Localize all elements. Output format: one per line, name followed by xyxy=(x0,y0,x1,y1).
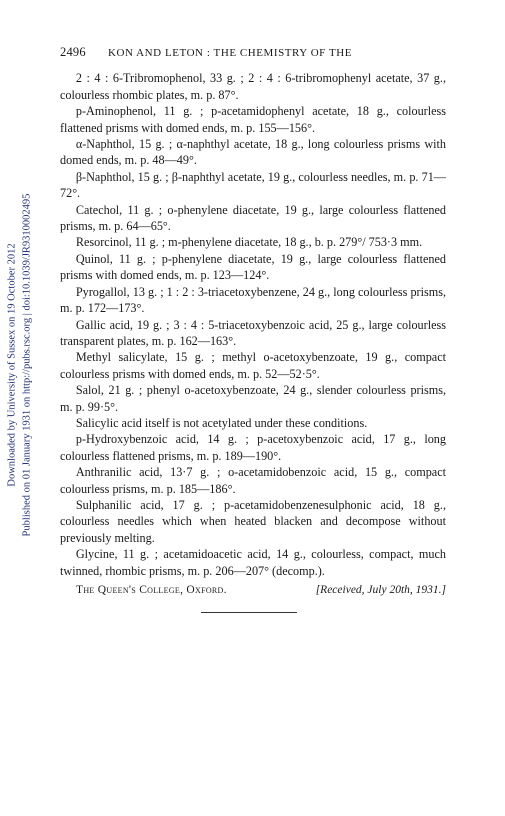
entry-tribromophenol: 2 : 4 : 6-Tribromophenol, 33 g. ; 2 : 4 : 6-tribromophenyl acetate, 37 g., colourless rhombic plates, m. p. 87°. xyxy=(60,71,446,102)
entry-sulphanilic-acid: Sulphanilic acid, 17 g. ; p-acetamidobenzenesulphonic acid, 18 g., colourless needles which when heated blacken and decompose without previously melting. xyxy=(60,497,446,545)
page-number: 2496 xyxy=(60,45,86,59)
provenance-sidebar xyxy=(0,150,40,580)
end-rule xyxy=(201,612,297,613)
download-notice: Downloaded by University of Sussex on 19 October 2012 xyxy=(6,243,18,487)
entry-resorcinol: Resorcinol, 11 g. ; m-phenylene diacetate, 18 g., b. p. 279°/ 753·3 mm. xyxy=(75,235,423,250)
entry-list xyxy=(60,70,446,579)
entry-anthranilic-acid: Anthranilic acid, 13·7 g. ; o-acetamidobenzoic acid, 15 g., compact colourless prisms, m. p. 185—186°. xyxy=(60,465,446,496)
entry-hydroxybenzoic-acid: p-Hydroxybenzoic acid, 14 g. ; p-acetoxybenzoic acid, 17 g., long colourless flattened prisms, m. p. 189—190°. xyxy=(60,432,446,463)
entry-aminophenol: p-Aminophenol, 11 g. ; p-acetamidophenyl acetate, 18 g., colourless flattened prisms with domed ends, m. p. 155—156°. xyxy=(60,104,446,135)
entry-methyl-salicylate: Methyl salicylate, 15 g. ; methyl o-acetoxybenzoate, 19 g., compact colourless prisms with domed ends, m. p. 52—52·5°. xyxy=(60,350,446,381)
entry-salicylic-acid-note: Salicylic acid itself is not acetylated under these conditions. xyxy=(75,415,368,430)
page-body xyxy=(60,44,446,613)
affiliation: The Queen's College, Oxford. xyxy=(76,584,227,596)
running-header xyxy=(60,44,446,61)
entry-alpha-naphthol: α-Naphthol, 15 g. ; α-naphthyl acetate, 18 g., long colourless prisms with domed ends, m. p. 48—49°. xyxy=(60,137,446,168)
received-date: [Received, July 20th, 1931.] xyxy=(315,584,446,596)
article-footer xyxy=(60,582,446,598)
entry-beta-naphthol: β-Naphthol, 15 g. ; β-naphthyl acetate, 19 g., colourless needles, m. p. 71—72°. xyxy=(60,169,446,201)
running-title: KON AND LETON : THE CHEMISTRY OF THE xyxy=(108,47,352,59)
publication-notice: Published on 01 January 1931 on http://pubs.rsc.org | doi:10.1039/JR9310002495 xyxy=(21,193,33,537)
entry-catechol: Catechol, 11 g. ; o-phenylene diacetate, 19 g., large colourless flattened prisms, m. p. 64—65°. xyxy=(60,202,446,234)
entry-salol: Salol, 21 g. ; phenyl o-acetoxybenzoate, 24 g., slender colourless prisms, m. p. 99·5°. xyxy=(60,383,446,414)
entry-quinol: Quinol, 11 g. ; p-phenylene diacetate, 19 g., large colourless flattened prisms with domed ends, m. p. 123—124°. xyxy=(60,251,446,283)
entry-gallic-acid: Gallic acid, 19 g. ; 3 : 4 : 5-triacetoxybenzoic acid, 25 g., large colourless transparent plates, m. p. 162—163°. xyxy=(60,317,446,348)
entry-pyrogallol: Pyrogallol, 13 g. ; 1 : 2 : 3-triacetoxybenzene, 24 g., long colourless prisms, m. p. 172—173°. xyxy=(60,284,446,316)
entry-glycine: Glycine, 11 g. ; acetamidoacetic acid, 14 g., colourless, compact, much twinned, rhombic prisms, m. p. 206—207° (decomp.). xyxy=(60,547,446,578)
